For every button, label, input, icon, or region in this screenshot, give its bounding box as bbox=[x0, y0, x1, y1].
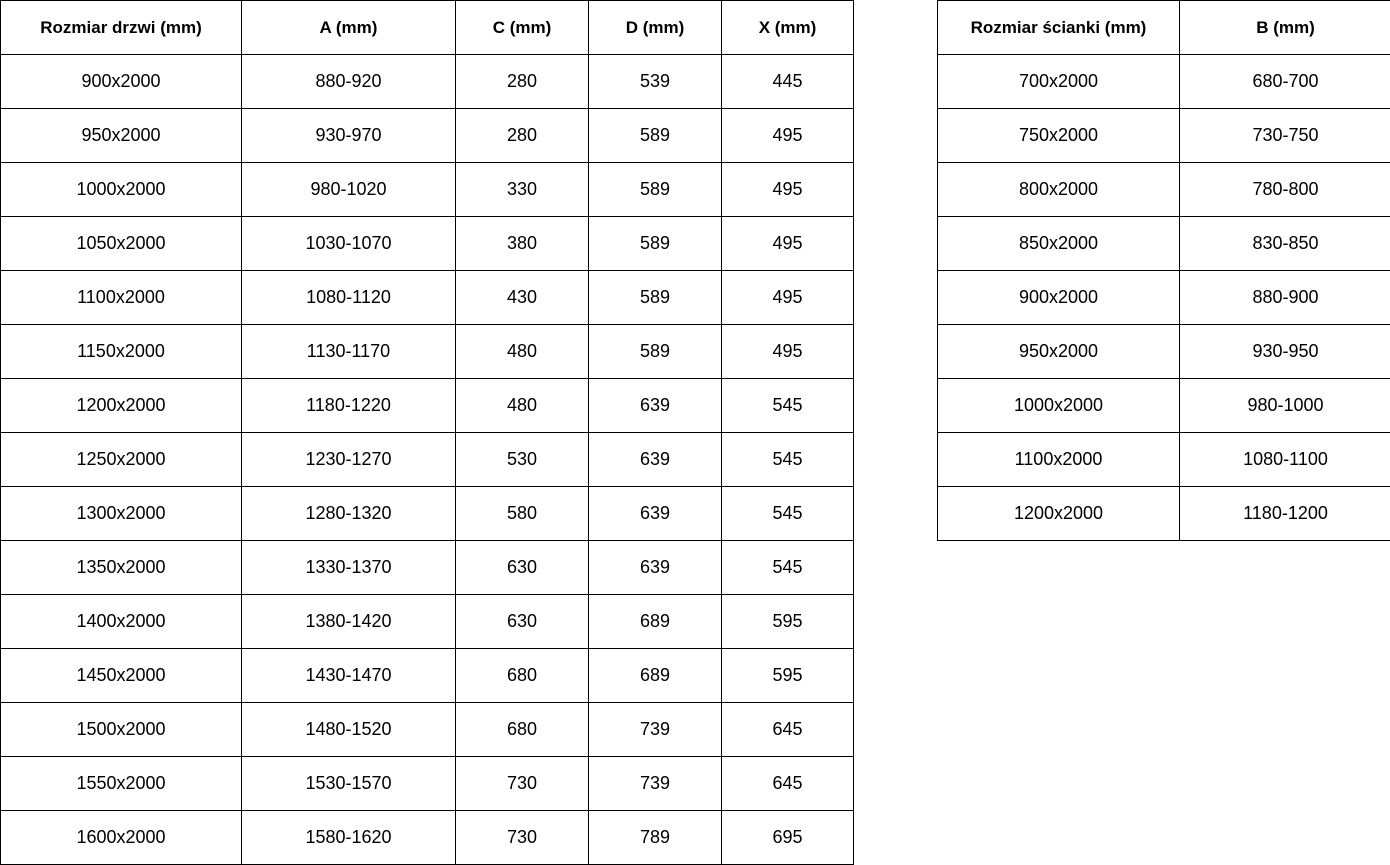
table-cell: 1100x2000 bbox=[1, 271, 242, 325]
table-cell: 1000x2000 bbox=[1, 163, 242, 217]
table-cell: 780-800 bbox=[1180, 163, 1390, 217]
wall-size-table bbox=[937, 0, 1390, 541]
table-row bbox=[1, 649, 854, 703]
table-cell: 789 bbox=[589, 811, 722, 865]
table-row bbox=[1, 55, 854, 109]
table-cell: 639 bbox=[589, 541, 722, 595]
table-cell: 739 bbox=[589, 757, 722, 811]
table-cell: 1230-1270 bbox=[242, 433, 456, 487]
table-cell: 545 bbox=[722, 433, 854, 487]
table-cell: 495 bbox=[722, 325, 854, 379]
table-cell: 1180-1220 bbox=[242, 379, 456, 433]
table-row bbox=[1, 271, 854, 325]
table-cell: 850x2000 bbox=[938, 217, 1180, 271]
column-header: B (mm) bbox=[1180, 1, 1390, 55]
table-cell: 630 bbox=[456, 595, 589, 649]
table-cell: 1080-1120 bbox=[242, 271, 456, 325]
table-cell: 1500x2000 bbox=[1, 703, 242, 757]
table-cell: 280 bbox=[456, 55, 589, 109]
table-cell: 1480-1520 bbox=[242, 703, 456, 757]
table-cell: 980-1020 bbox=[242, 163, 456, 217]
table-cell: 930-970 bbox=[242, 109, 456, 163]
table-cell: 750x2000 bbox=[938, 109, 1180, 163]
table-row bbox=[1, 541, 854, 595]
table-cell: 1550x2000 bbox=[1, 757, 242, 811]
table-cell: 589 bbox=[589, 325, 722, 379]
table-cell: 695 bbox=[722, 811, 854, 865]
table-row bbox=[1, 811, 854, 865]
table-cell: 480 bbox=[456, 379, 589, 433]
table-row bbox=[1, 703, 854, 757]
table-row bbox=[938, 55, 1390, 109]
table-cell: 1200x2000 bbox=[1, 379, 242, 433]
table-cell: 900x2000 bbox=[1, 55, 242, 109]
table-cell: 545 bbox=[722, 379, 854, 433]
table-row bbox=[938, 163, 1390, 217]
table-cell: 580 bbox=[456, 487, 589, 541]
header-row bbox=[1, 1, 854, 55]
table-cell: 1030-1070 bbox=[242, 217, 456, 271]
header-row bbox=[938, 1, 1390, 55]
table-cell: 1130-1170 bbox=[242, 325, 456, 379]
table-cell: 930-950 bbox=[1180, 325, 1390, 379]
table-cell: 589 bbox=[589, 217, 722, 271]
table-cell: 800x2000 bbox=[938, 163, 1180, 217]
table-cell: 639 bbox=[589, 379, 722, 433]
table-cell: 1300x2000 bbox=[1, 487, 242, 541]
table-row bbox=[1, 109, 854, 163]
table-cell: 630 bbox=[456, 541, 589, 595]
table-cell: 530 bbox=[456, 433, 589, 487]
table-row bbox=[1, 163, 854, 217]
table-cell: 1350x2000 bbox=[1, 541, 242, 595]
table-cell: 1580-1620 bbox=[242, 811, 456, 865]
table-row bbox=[1, 379, 854, 433]
table-row bbox=[938, 487, 1390, 541]
table-cell: 680 bbox=[456, 649, 589, 703]
table-cell: 1050x2000 bbox=[1, 217, 242, 271]
table-row bbox=[938, 109, 1390, 163]
table-cell: 1380-1420 bbox=[242, 595, 456, 649]
table-cell: 445 bbox=[722, 55, 854, 109]
table-row bbox=[938, 379, 1390, 433]
table-row bbox=[1, 487, 854, 541]
table-cell: 1180-1200 bbox=[1180, 487, 1390, 541]
table-row bbox=[1, 595, 854, 649]
table-cell: 495 bbox=[722, 163, 854, 217]
table-cell: 380 bbox=[456, 217, 589, 271]
table-cell: 950x2000 bbox=[938, 325, 1180, 379]
table-cell: 900x2000 bbox=[938, 271, 1180, 325]
table-cell: 680-700 bbox=[1180, 55, 1390, 109]
table-cell: 1430-1470 bbox=[242, 649, 456, 703]
table-cell: 480 bbox=[456, 325, 589, 379]
table-cell: 880-920 bbox=[242, 55, 456, 109]
table-cell: 1150x2000 bbox=[1, 325, 242, 379]
table-cell: 950x2000 bbox=[1, 109, 242, 163]
table-cell: 1400x2000 bbox=[1, 595, 242, 649]
table-cell: 280 bbox=[456, 109, 589, 163]
table-cell: 1100x2000 bbox=[938, 433, 1180, 487]
table-row bbox=[938, 325, 1390, 379]
table-cell: 689 bbox=[589, 595, 722, 649]
table-cell: 645 bbox=[722, 703, 854, 757]
table-row bbox=[938, 271, 1390, 325]
column-header: X (mm) bbox=[722, 1, 854, 55]
table-cell: 589 bbox=[589, 163, 722, 217]
table-cell: 545 bbox=[722, 541, 854, 595]
table-cell: 730 bbox=[456, 757, 589, 811]
column-header: C (mm) bbox=[456, 1, 589, 55]
table-cell: 880-900 bbox=[1180, 271, 1390, 325]
table-row bbox=[938, 433, 1390, 487]
table-row bbox=[938, 217, 1390, 271]
table-cell: 495 bbox=[722, 271, 854, 325]
table-cell: 830-850 bbox=[1180, 217, 1390, 271]
table-row bbox=[1, 217, 854, 271]
table-row bbox=[1, 757, 854, 811]
table-cell: 639 bbox=[589, 487, 722, 541]
table-cell: 1280-1320 bbox=[242, 487, 456, 541]
table-cell: 1330-1370 bbox=[242, 541, 456, 595]
table-cell: 639 bbox=[589, 433, 722, 487]
column-header: D (mm) bbox=[589, 1, 722, 55]
column-header: Rozmiar ścianki (mm) bbox=[938, 1, 1180, 55]
table-row bbox=[1, 325, 854, 379]
table-cell: 739 bbox=[589, 703, 722, 757]
table-cell: 1600x2000 bbox=[1, 811, 242, 865]
table-cell: 1200x2000 bbox=[938, 487, 1180, 541]
table-cell: 495 bbox=[722, 217, 854, 271]
table-cell: 595 bbox=[722, 595, 854, 649]
table-cell: 1450x2000 bbox=[1, 649, 242, 703]
column-header: A (mm) bbox=[242, 1, 456, 55]
table-cell: 330 bbox=[456, 163, 589, 217]
table-row bbox=[1, 433, 854, 487]
table-cell: 589 bbox=[589, 271, 722, 325]
table-cell: 495 bbox=[722, 109, 854, 163]
table-cell: 545 bbox=[722, 487, 854, 541]
table-cell: 730 bbox=[456, 811, 589, 865]
table-cell: 689 bbox=[589, 649, 722, 703]
table-cell: 730-750 bbox=[1180, 109, 1390, 163]
table-cell: 980-1000 bbox=[1180, 379, 1390, 433]
table-cell: 430 bbox=[456, 271, 589, 325]
table-cell: 1000x2000 bbox=[938, 379, 1180, 433]
table-cell: 700x2000 bbox=[938, 55, 1180, 109]
column-header: Rozmiar drzwi (mm) bbox=[1, 1, 242, 55]
table-cell: 645 bbox=[722, 757, 854, 811]
table-cell: 1080-1100 bbox=[1180, 433, 1390, 487]
table-cell: 539 bbox=[589, 55, 722, 109]
table-cell: 1250x2000 bbox=[1, 433, 242, 487]
table-cell: 589 bbox=[589, 109, 722, 163]
table-cell: 595 bbox=[722, 649, 854, 703]
table-cell: 1530-1570 bbox=[242, 757, 456, 811]
table-cell: 680 bbox=[456, 703, 589, 757]
